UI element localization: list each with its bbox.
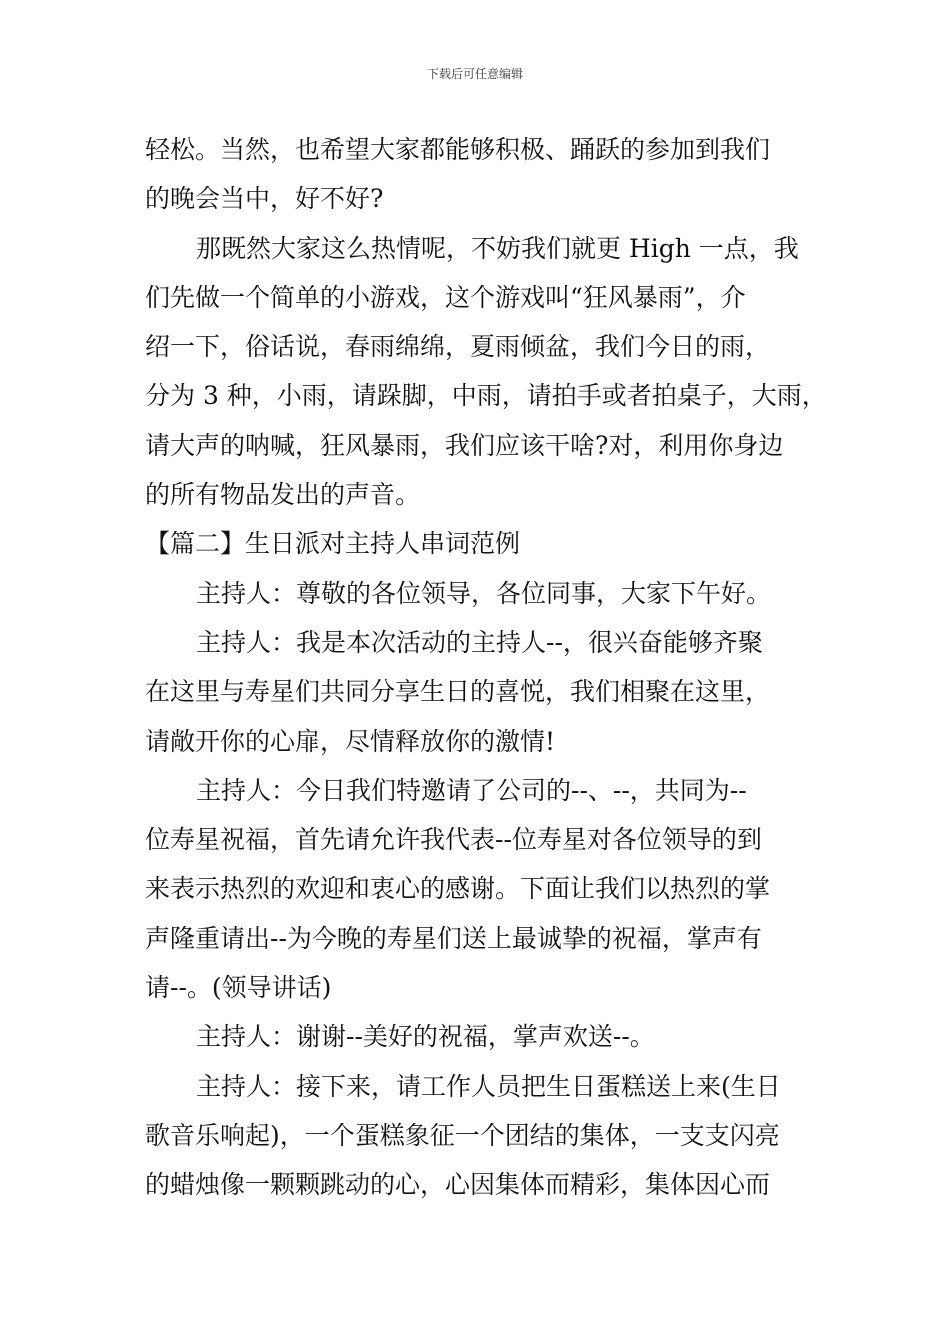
text-line: 位寿星祝福，首先请允许我代表--位寿星对各位领导的到 (145, 825, 762, 855)
paragraph-start-line: 主持人：接下来，请工作人员把生日蛋糕送上来(生日 (196, 1071, 781, 1101)
text-line: 轻松。当然，也希望大家都能够积极、踊跃的参加到我们 (145, 135, 771, 164)
paragraph-start-line: 主持人：尊敬的各位领导，各位同事，大家下午好。 (196, 578, 772, 608)
text-line: 来表示热烈的欢迎和衷心的感谢。下面让我们以热烈的掌 (145, 874, 771, 904)
text-line: 们先做一个简单的小游戏，这个游戏叫“狂风暴雨”，介 (145, 282, 746, 312)
text-line: 歌音乐响起)，一个蛋糕象征一个团结的集体，一支支闪亮 (145, 1120, 780, 1150)
document-body (145, 125, 827, 1210)
text-line: 分为 3 种，小雨，请跺脚，中雨，请拍手或者拍桌子，大雨， (145, 381, 827, 411)
page-header: 下载后可任意编辑 (426, 67, 523, 81)
paragraph-start-line: 主持人：我是本次活动的主持人--，很兴奋能够齐聚 (196, 627, 763, 657)
text-line: 的晚会当中，好不好? (145, 184, 384, 214)
text-line: 绍一下，俗话说，春雨绵绵，夏雨倾盆，我们今日的雨， (145, 332, 771, 362)
text-line: 在这里与寿星们共同分享生日的喜悦，我们相聚在这里， (145, 677, 771, 707)
section-heading: 【篇二】生日派对主持人串词范例 (145, 529, 521, 559)
text-line: 请--。(领导讲话) (145, 973, 332, 1003)
text-line: 的蜡烛像一颗颗跳动的心，心因集体而精彩，集体因心而 (145, 1170, 771, 1200)
text-line: 请敞开你的心扉，尽情释放你的激情! (145, 726, 556, 756)
text-line: 的所有物品发出的声音。 (145, 480, 421, 510)
paragraph-start-line: 主持人：谢谢--美好的祝福，掌声欢送--。 (196, 1022, 655, 1052)
paragraph-start-line: 主持人：今日我们特邀请了公司的--、--，共同为-- (196, 775, 747, 805)
paragraph-start-line: 那既然大家这么热情呢，不妨我们就更 High 一点，我 (196, 233, 799, 263)
text-line: 声隆重请出--为今晚的寿星们送上最诚挚的祝福，掌声有 (145, 923, 762, 953)
text-line: 请大声的呐喊，狂风暴雨，我们应该干啥?对，利用你身边 (145, 430, 784, 460)
